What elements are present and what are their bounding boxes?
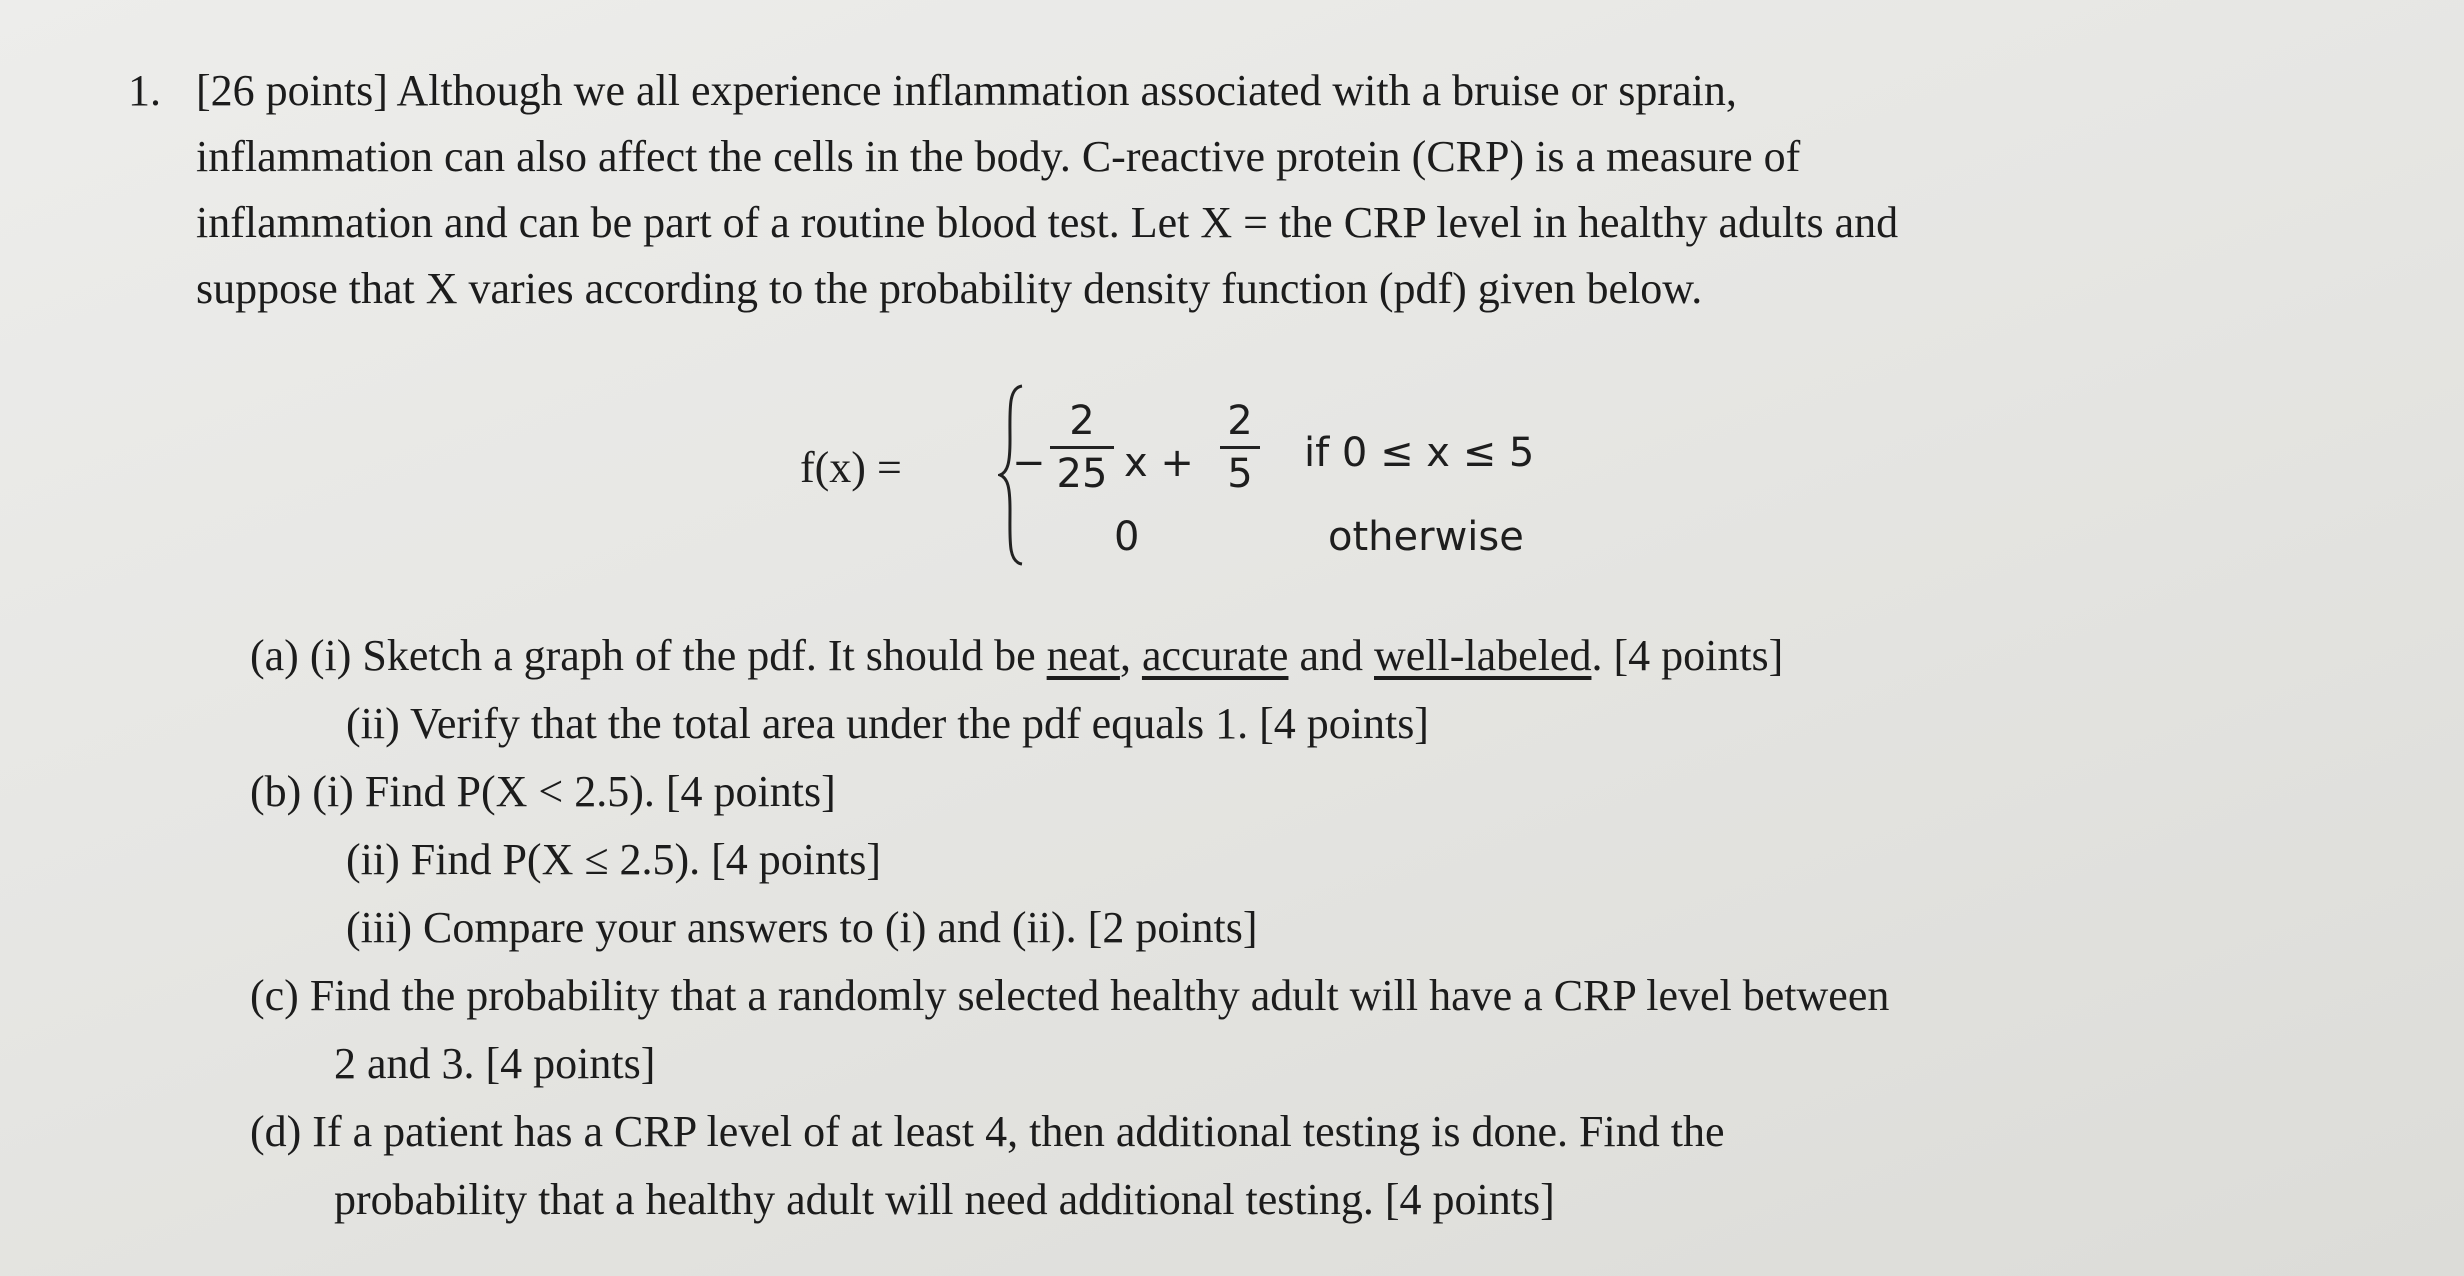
- part-c-line2: 2 and 3. [4 points]: [334, 1039, 656, 1088]
- word-well-labeled: well-labeled: [1374, 631, 1592, 680]
- question-parts: [250, 622, 2410, 1234]
- condition-range: if 0 ≤ x ≤ 5: [1304, 430, 1535, 476]
- frac2-denominator: 5: [1227, 451, 1253, 497]
- frac2-numerator: 2: [1227, 398, 1253, 444]
- question-number: 1.: [128, 66, 161, 115]
- frac1-numerator: 2: [1069, 398, 1095, 444]
- word-accurate: accurate: [1141, 631, 1289, 680]
- part-d-line2: probability that a healthy adult will need additional testing. [4 points]: [334, 1175, 1555, 1224]
- pdf-formula: [800, 380, 1700, 580]
- intro-line: inflammation can also affect the cells in the body. C-reactive protein (CRP) is a measure of: [196, 132, 1801, 181]
- formula-lhs: f(x) =: [800, 443, 902, 492]
- intro-line: suppose that X varies according to the probability density function (pdf) given below.: [196, 264, 1703, 313]
- part-b-ii: (ii) Find P(X ≤ 2.5). [4 points]: [346, 835, 882, 884]
- frac2-bar: [1220, 446, 1260, 449]
- word-neat: neat: [1046, 631, 1120, 680]
- frac1-denominator: 25: [1056, 451, 1108, 497]
- question-intro: [196, 58, 2356, 322]
- separator: and: [1288, 631, 1374, 680]
- part-a-i: [250, 622, 2410, 690]
- part-a-text: (a) (i) Sketch a graph of the pdf. It should be: [250, 631, 1047, 680]
- fraction-2-over-5: [1220, 398, 1260, 497]
- part-a-ii: (ii) Verify that the total area under the pdf equals 1. [4 points]: [346, 699, 1429, 748]
- otherwise-value: 0: [1114, 514, 1140, 560]
- frac1-bar: [1050, 446, 1114, 449]
- part-b-i: (b) (i) Find P(X < 2.5). [4 points]: [250, 767, 836, 816]
- x-plus: x +: [1124, 440, 1194, 486]
- part-b-iii: (iii) Compare your answers to (i) and (ii). [2 points]: [346, 903, 1258, 952]
- part-d-line1: (d) If a patient has a CRP level of at least 4, then additional testing is done. Find the: [250, 1107, 1725, 1156]
- intro-line: [26 points] Although we all experience inflammation associated with a bruise or sprain,: [196, 66, 1737, 115]
- fraction-2-over-25: [1050, 398, 1114, 497]
- minus-sign: −: [1012, 440, 1046, 486]
- intro-line: inflammation and can be part of a routine blood test. Let X = the CRP level in healthy adults and: [196, 198, 1899, 247]
- condition-otherwise: otherwise: [1328, 514, 1524, 560]
- separator: ,: [1119, 631, 1142, 680]
- part-a-end: . [4 points]: [1591, 631, 1784, 680]
- part-c-line1: (c) Find the probability that a randomly selected healthy adult will have a CRP level between: [250, 971, 1890, 1020]
